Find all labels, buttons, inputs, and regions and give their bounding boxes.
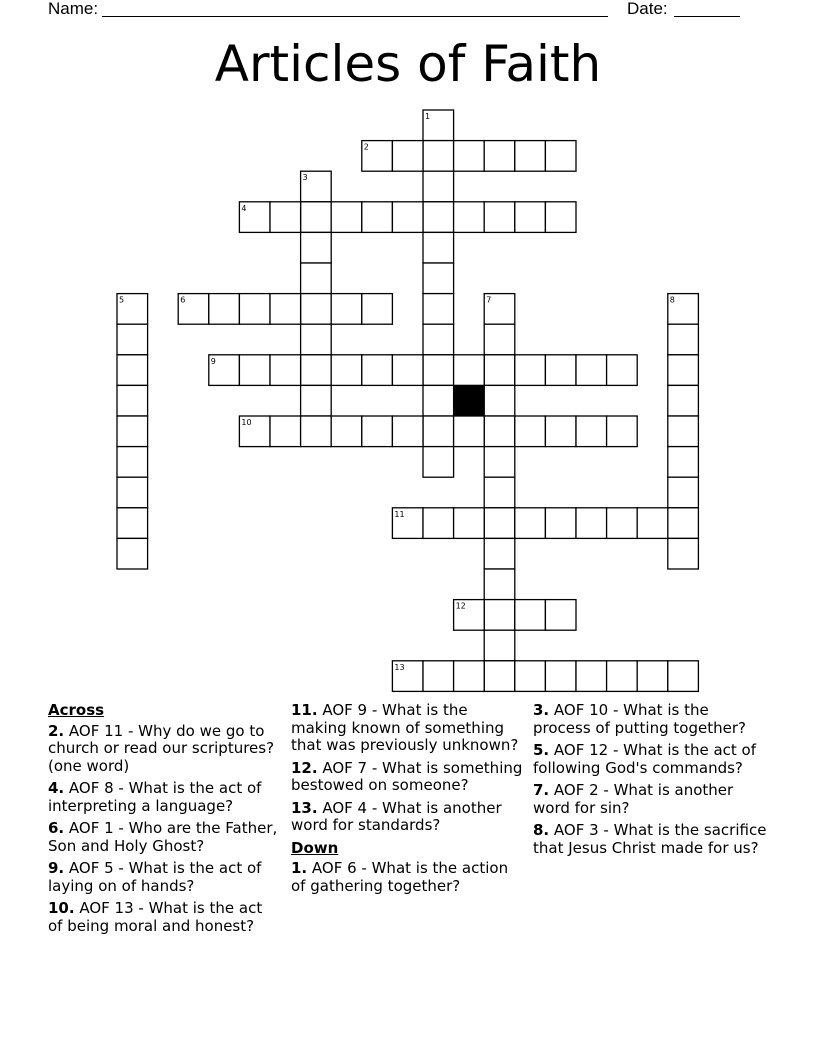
across-heading: Across [48, 701, 105, 719]
grid-cell[interactable] [117, 324, 148, 355]
clue-text: AOF 7 - What is something bestowed on someone? [291, 758, 523, 794]
grid-cell[interactable] [668, 508, 699, 539]
grid-cell[interactable] [301, 232, 332, 263]
grid-cell[interactable] [117, 538, 148, 569]
grid-cell[interactable] [668, 355, 699, 386]
grid-clue-number: 3 [302, 173, 308, 183]
grid-cell[interactable] [484, 630, 515, 661]
clues-column-1 [48, 702, 278, 940]
down-clue [291, 860, 525, 895]
grid-cell[interactable] [607, 508, 638, 539]
grid-clue-number: 11 [394, 509, 405, 519]
grid-cell[interactable] [668, 416, 699, 447]
grid-cell[interactable] [117, 385, 148, 416]
clue-text: AOF 13 - What is the act of being moral and honest? [48, 899, 263, 935]
clues-column-3 [533, 702, 769, 862]
across-clue [48, 900, 278, 935]
grid-cell[interactable] [270, 355, 301, 386]
grid-cell[interactable] [515, 508, 546, 539]
grid-cell[interactable] [392, 416, 423, 447]
grid-cell[interactable] [484, 416, 515, 447]
across-clue [48, 780, 278, 815]
grid-cell[interactable] [484, 569, 515, 600]
grid-cell[interactable] [454, 416, 485, 447]
grid-cell[interactable] [423, 294, 454, 325]
grid-cell[interactable] [484, 508, 515, 539]
across-clue [48, 860, 278, 895]
grid-cell[interactable] [454, 355, 485, 386]
date-label: Date: [627, 0, 668, 18]
grid-cell[interactable] [117, 508, 148, 539]
grid-cell[interactable] [331, 416, 362, 447]
grid-cell[interactable] [301, 355, 332, 386]
grid-cell[interactable] [117, 477, 148, 508]
grid-cell[interactable] [484, 355, 515, 386]
grid-cell[interactable] [301, 294, 332, 325]
clue-number: 4. [48, 779, 65, 797]
grid-cell[interactable] [301, 263, 332, 294]
clue-text: AOF 9 - What is the making known of something that was previously unknown? [291, 701, 519, 754]
grid-cell[interactable] [484, 324, 515, 355]
grid-cell[interactable] [209, 294, 240, 325]
grid-clue-number: 10 [241, 418, 252, 427]
clue-text: AOF 11 - Why do we go to church or read our scriptures? (one word) [48, 721, 275, 775]
across-clue [291, 760, 525, 795]
grid-cell[interactable] [454, 202, 485, 233]
grid-cell[interactable] [454, 661, 485, 692]
grid-cell[interactable] [392, 141, 423, 172]
grid-cell[interactable] [515, 202, 546, 233]
clue-number: 11. [291, 701, 318, 719]
grid-clue-number: 6 [180, 295, 186, 305]
grid-cell[interactable] [423, 171, 454, 202]
grid-cell[interactable] [668, 324, 699, 355]
grid-clue-number: 2 [363, 142, 369, 152]
grid-cell[interactable] [423, 385, 454, 416]
grid-cell[interactable] [484, 202, 515, 233]
clue-number: 9. [48, 859, 65, 877]
clue-number: 7. [533, 781, 550, 799]
grid-cell[interactable] [301, 202, 332, 233]
grid-cell[interactable] [545, 141, 576, 172]
grid-cell[interactable] [392, 202, 423, 233]
down-clue [533, 702, 769, 737]
clue-text: AOF 3 - What is the sacrifice that Jesus Christ made for us? [533, 821, 767, 857]
clue-number: 8. [533, 821, 550, 839]
grid-clue-number: 7 [486, 295, 492, 305]
across-clue [291, 702, 525, 755]
clue-text: AOF 10 - What is the process of putting together? [533, 701, 746, 737]
grid-cell[interactable] [117, 416, 148, 447]
grid-clue-number: 1 [425, 112, 431, 121]
name-label: Name: [48, 0, 99, 18]
grid-cell[interactable] [637, 508, 668, 539]
clue-text: AOF 8 - What is the act of interpreting a language? [48, 779, 262, 815]
clue-number: 5. [533, 741, 550, 759]
grid-cell[interactable] [668, 477, 699, 508]
grid-cell[interactable] [484, 600, 515, 631]
grid-black-cell [454, 385, 485, 416]
grid-cell[interactable] [362, 416, 393, 447]
grid-cell[interactable] [545, 508, 576, 539]
grid-cell[interactable] [515, 600, 546, 631]
clue-number: 6. [48, 819, 65, 837]
grid-cell[interactable] [545, 600, 576, 631]
grid-cell[interactable] [423, 661, 454, 692]
grid-cell[interactable] [545, 661, 576, 692]
across-clue [291, 800, 525, 835]
grid-clue-number: 4 [241, 203, 247, 213]
down-heading: Down [291, 838, 339, 857]
grid-cell[interactable] [607, 355, 638, 386]
grid-cell[interactable] [301, 416, 332, 447]
across-clue [48, 820, 278, 855]
grid-cell[interactable] [117, 447, 148, 478]
grid-cell[interactable] [484, 538, 515, 569]
grid-cell[interactable] [484, 447, 515, 478]
grid-cell[interactable] [423, 324, 454, 355]
grid-cell[interactable] [301, 385, 332, 416]
down-clue [533, 742, 769, 777]
clue-number: 2. [48, 721, 65, 740]
grid-cell[interactable] [515, 416, 546, 447]
clue-text: AOF 6 - What is the action of gathering together? [291, 859, 509, 895]
grid-cell[interactable] [423, 355, 454, 386]
grid-clue-number: 13 [394, 662, 405, 672]
grid-cell[interactable] [239, 355, 270, 386]
grid-clue-number: 9 [210, 356, 216, 366]
grid-cell[interactable] [484, 477, 515, 508]
down-clue [533, 782, 769, 817]
grid-cell[interactable] [576, 355, 607, 386]
grid-cell[interactable] [454, 141, 485, 172]
grid-clue-number: 5 [119, 295, 125, 305]
grid-cell[interactable] [392, 355, 423, 386]
grid-cell[interactable] [239, 294, 270, 325]
grid-clue-number: 8 [669, 295, 675, 305]
grid-cell[interactable] [515, 141, 546, 172]
grid-cell[interactable] [423, 447, 454, 478]
clue-number: 10. [48, 899, 75, 917]
grid-cell[interactable] [331, 202, 362, 233]
clue-text: AOF 5 - What is the act of laying on of hands? [48, 859, 262, 895]
grid-cell[interactable] [362, 355, 393, 386]
clue-number: 13. [291, 798, 318, 817]
grid-cell[interactable] [545, 202, 576, 233]
grid-cell[interactable] [423, 141, 454, 172]
grid-cell[interactable] [117, 355, 148, 386]
page-title: Articles of Faith [214, 35, 602, 93]
clue-text: AOF 1 - Who are the Father, Son and Holy Ghost? [48, 819, 278, 855]
grid-cell[interactable] [607, 416, 638, 447]
clue-text: AOF 4 - What is another word for standards? [291, 798, 502, 834]
grid-cell[interactable] [576, 508, 607, 539]
clue-number: 12. [291, 758, 318, 777]
grid-cell[interactable] [576, 416, 607, 447]
grid-cell[interactable] [423, 508, 454, 539]
grid-cell[interactable] [423, 202, 454, 233]
grid-cell[interactable] [454, 508, 485, 539]
grid-cell[interactable] [607, 661, 638, 692]
clue-number: 3. [533, 701, 550, 719]
grid-clue-number: 12 [455, 601, 466, 611]
grid-cell[interactable] [362, 294, 393, 325]
grid-cell[interactable] [270, 416, 301, 447]
grid-cell[interactable] [515, 355, 546, 386]
grid-cell[interactable] [545, 416, 576, 447]
grid-cell[interactable] [331, 355, 362, 386]
grid-cell[interactable] [362, 202, 393, 233]
grid-cell[interactable] [270, 202, 301, 233]
grid-cell[interactable] [576, 661, 607, 692]
grid-cell[interactable] [668, 661, 699, 692]
grid-cell[interactable] [637, 661, 668, 692]
grid-cell[interactable] [668, 447, 699, 478]
grid-cell[interactable] [301, 324, 332, 355]
clue-text: AOF 12 - What is the act of following God's commands? [533, 741, 757, 777]
grid-cell[interactable] [484, 661, 515, 692]
grid-cell[interactable] [668, 385, 699, 416]
grid-cell[interactable] [423, 232, 454, 263]
clues-column-2 [291, 702, 525, 900]
grid-cell[interactable] [545, 355, 576, 386]
clue-text: AOF 2 - What is another word for sin? [533, 781, 734, 817]
grid-cell[interactable] [484, 141, 515, 172]
grid-cell[interactable] [668, 538, 699, 569]
grid-cell[interactable] [423, 416, 454, 447]
across-clue [48, 723, 278, 776]
grid-cell[interactable] [270, 294, 301, 325]
grid-cell[interactable] [515, 661, 546, 692]
grid-cell[interactable] [423, 263, 454, 294]
down-clue [533, 822, 769, 857]
grid-cell[interactable] [331, 294, 362, 325]
clue-number: 1. [291, 859, 308, 877]
grid-cell[interactable] [484, 385, 515, 416]
